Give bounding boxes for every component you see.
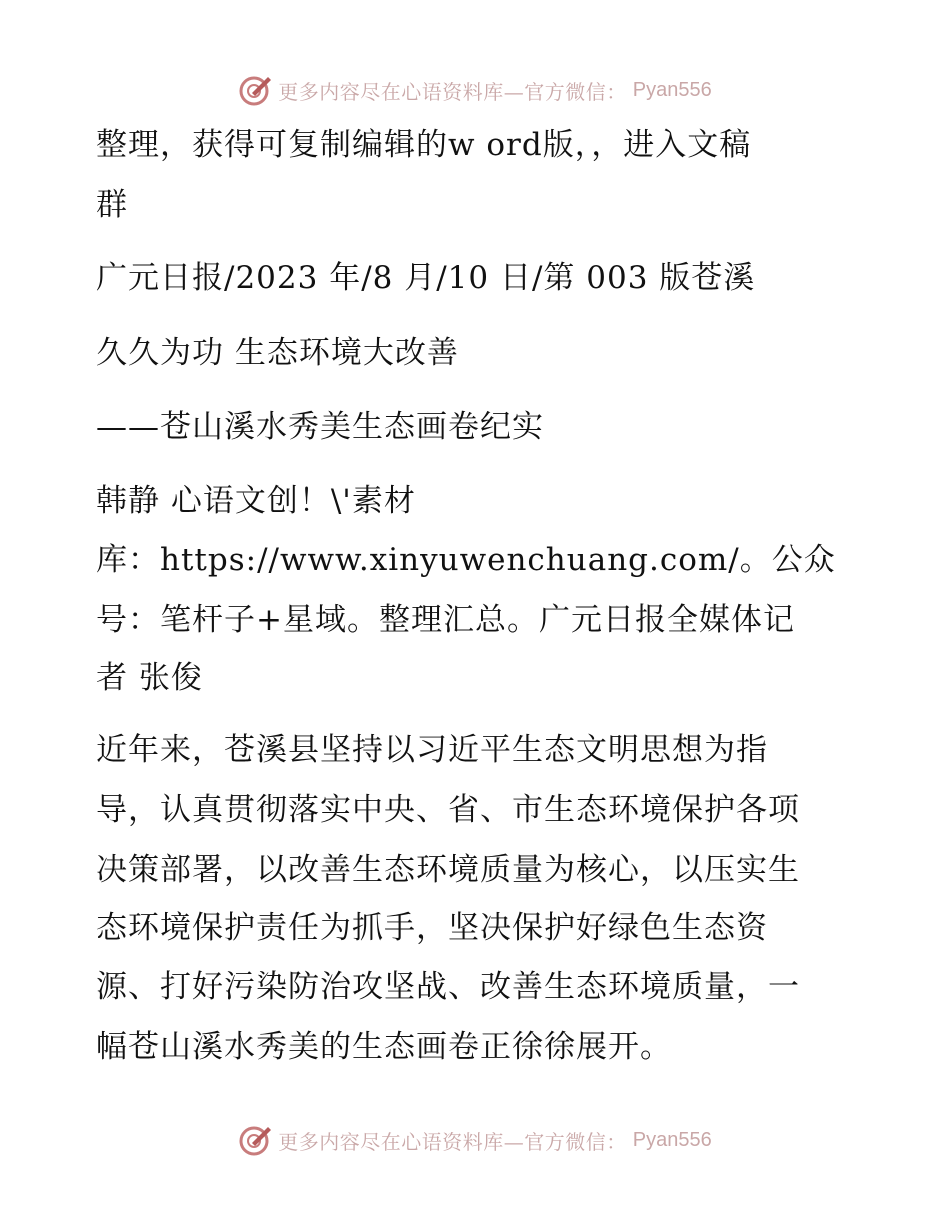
banner-wechat-id: Pyan556 bbox=[632, 78, 712, 101]
banner-wechat-id: Pyan556 bbox=[632, 1128, 712, 1151]
subheadline: ——苍山溪水秀美生态画卷纪实 bbox=[96, 409, 544, 445]
paragraph-line: 导，认真贯彻落实中央、省、市生态环境保护各项 bbox=[96, 792, 800, 828]
intro-line-2: 群 bbox=[96, 187, 128, 223]
pen-logo-icon bbox=[238, 1123, 272, 1157]
footer-banner bbox=[0, 1120, 950, 1160]
headline: 久久为功 生态环境大改善 bbox=[96, 335, 459, 371]
intro-line-1: 整理，获得可复制编辑的w ord版，，进入文稿 bbox=[96, 127, 752, 163]
byline-line-4: 者 张俊 bbox=[96, 660, 203, 696]
banner-text: 更多内容尽在心语资料库—官方微信： bbox=[278, 79, 627, 104]
byline-line-2: 库：https://www.xinyuwenchuang.com/。公众 bbox=[96, 542, 836, 578]
source-line: 广元日报/2023 年/8 月/10 日/第 003 版苍溪 bbox=[96, 260, 756, 296]
banner-text: 更多内容尽在心语资料库—官方微信： bbox=[278, 1129, 627, 1154]
header-banner bbox=[0, 70, 950, 110]
paragraph-line: 决策部署，以改善生态环境质量为核心，以压实生 bbox=[96, 852, 800, 888]
paragraph-line: 态环境保护责任为抓手，坚决保护好绿色生态资 bbox=[96, 910, 768, 946]
paragraph-line: 近年来，苍溪县坚持以习近平生态文明思想为指 bbox=[96, 732, 768, 768]
paragraph-line: 源、打好污染防治攻坚战、改善生态环境质量，一 bbox=[96, 969, 800, 1005]
pen-logo-icon bbox=[238, 73, 272, 107]
byline-line-3: 号：笔杆子+星域。整理汇总。广元日报全媒体记 bbox=[96, 602, 795, 638]
paragraph-line: 幅苍山溪水秀美的生态画卷正徐徐展开。 bbox=[96, 1029, 672, 1065]
byline-line-1: 韩静 心语文创！\'素材 bbox=[96, 483, 416, 519]
